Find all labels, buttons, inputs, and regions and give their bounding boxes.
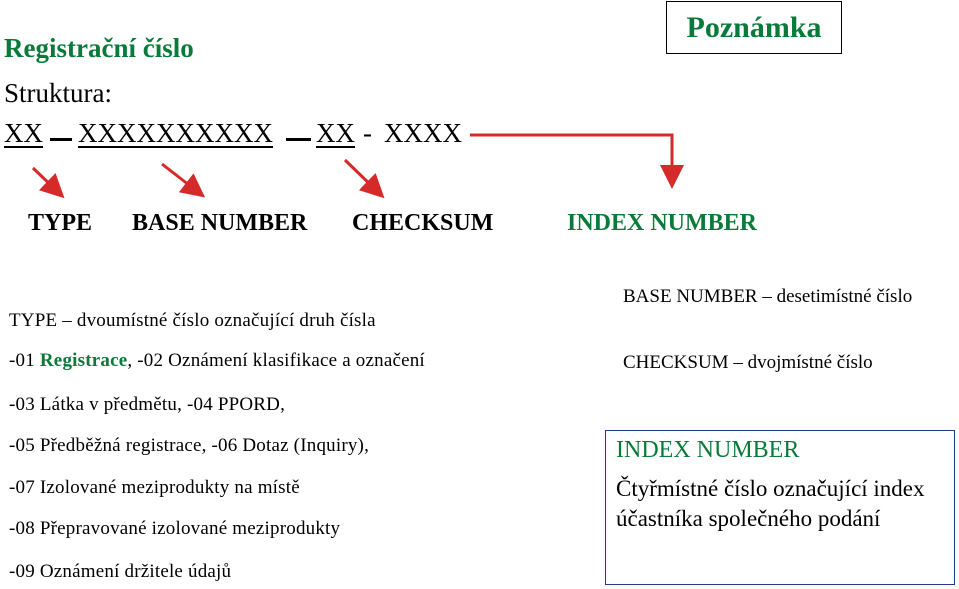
- checksum-description: CHECKSUM – dvojmístné číslo: [623, 352, 873, 373]
- arrow-type: [33, 168, 58, 192]
- header-type: TYPE: [28, 210, 93, 236]
- type-code: -01: [9, 350, 35, 371]
- arrow-index: [470, 135, 672, 180]
- structure-seg-index: XXXX: [384, 118, 462, 148]
- base-number-description: BASE NUMBER – desetimístné číslo: [623, 286, 913, 307]
- structure-label: Struktura:: [4, 78, 112, 108]
- arrow-checksum: [345, 160, 378, 192]
- type-code-line: -08 Přepravované izolované meziprodukty: [9, 518, 341, 539]
- structure-seg-base: XXXXXXXXXX: [78, 118, 273, 148]
- index-box-text: Čtyřmístné číslo označující index účastníka společného podání: [616, 476, 925, 531]
- header-base-number: BASE NUMBER: [132, 210, 308, 236]
- type-code-line: [9, 350, 425, 372]
- page-title: Registrační číslo: [4, 33, 194, 63]
- arrow-base: [162, 164, 198, 192]
- structure-seg-checksum: XX: [316, 118, 355, 148]
- type-code-line: -07 Izolované meziprodukty na místě: [9, 477, 300, 498]
- type-code-line: -03 Látka v předmětu, -04 PPORD,: [9, 394, 286, 415]
- structure-seg-type: XX: [4, 118, 43, 148]
- type-code-line: -05 Předběžná registrace, -06 Dotaz (Inquiry),: [9, 435, 370, 456]
- index-number-box: [605, 430, 955, 585]
- type-code-label: Registrace: [39, 350, 128, 371]
- header-index-number: INDEX NUMBER: [567, 210, 758, 236]
- note-box: Poznámka: [666, 1, 842, 54]
- structure-dash: [286, 138, 311, 141]
- structure-dash: [50, 138, 72, 141]
- structure-separator: -: [363, 118, 372, 148]
- type-code-rest: , -02 Oznámení klasifikace a označení: [127, 350, 425, 371]
- type-code-line: -09 Oznámení držitele údajů: [9, 561, 232, 582]
- type-description: TYPE – dvoumístné číslo označující druh čísla: [9, 310, 376, 331]
- header-checksum: CHECKSUM: [352, 210, 494, 236]
- index-box-title: INDEX NUMBER: [616, 437, 800, 463]
